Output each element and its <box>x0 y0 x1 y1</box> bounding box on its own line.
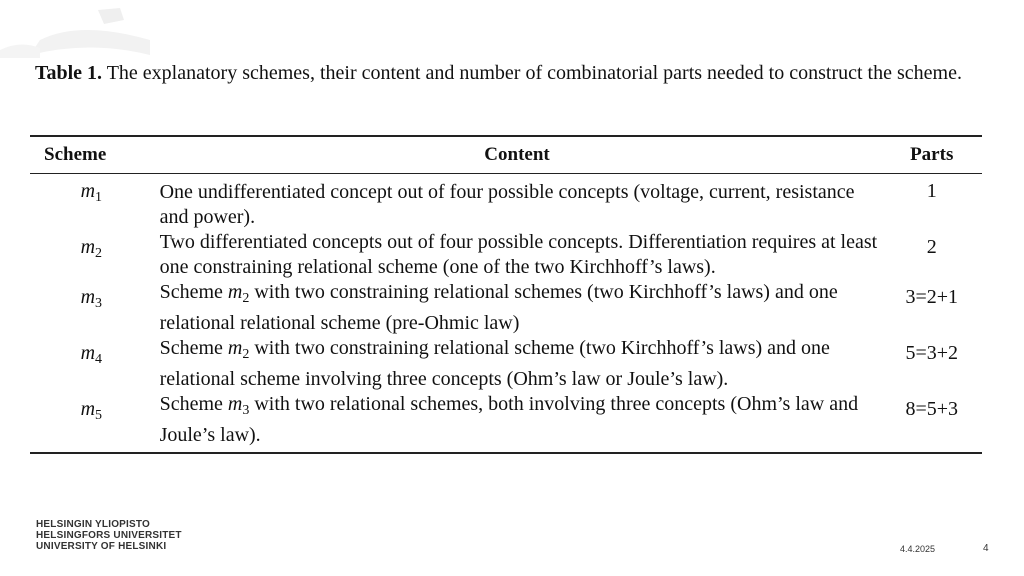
table-header-row <box>30 136 982 174</box>
header-scheme: Scheme <box>30 136 153 174</box>
scheme-reference: $m_2$ <box>227 337 250 362</box>
caption-text: The explanatory schemes, their content and number of combinatorial parts needed to construct the scheme. <box>102 62 962 84</box>
content-cell: One undifferentiated concept out of four possible concepts (voltage, current, resistance and power). <box>159 181 855 228</box>
table-caption <box>35 58 985 88</box>
table-row <box>30 280 982 336</box>
parts-cell: 8=5+3 <box>881 392 982 453</box>
parts-cell: 1 <box>926 180 937 202</box>
caption-label: Table 1. <box>35 62 103 84</box>
scheme-cell: $m_4$ <box>80 342 103 367</box>
content-cell: Two differentiated concepts out of four possible concepts. Differentiation requires at least one constraining relational scheme (one of the two Kirchhoff’s laws). <box>159 231 878 278</box>
scheme-reference: $m_3$ <box>227 393 250 418</box>
university-logo <box>36 519 182 552</box>
content-cell: Scheme $m_2$ with two constraining relational scheme (two Kirchhoff’s laws) and one relational scheme involving three concepts (Ohm’s law or Joule’s law). <box>159 337 830 390</box>
logo-line-english: UNIVERSITY OF HELSINKI <box>36 541 167 552</box>
table-row <box>30 230 982 280</box>
scheme-cell: $m_3$ <box>80 286 103 311</box>
page-number: 4 <box>983 543 989 554</box>
slide-date: 4.4.2025 <box>900 544 936 554</box>
table-row <box>30 336 982 392</box>
parts-cell: 3=2+1 <box>905 286 958 308</box>
content-cell: Scheme $m_3$ with two relational schemes, both involving three concepts (Ohm’s law and Joule’s law). <box>153 392 882 453</box>
scheme-cell: $m_1$ <box>80 180 103 205</box>
logo-line-finnish: HELSINGIN YLIOPISTO <box>36 519 151 530</box>
header-parts: Parts <box>881 136 982 174</box>
content-cell: Scheme $m_2$ with two constraining relational schemes (two Kirchhoff’s laws) and one relational relational scheme (pre-Ohmic law) <box>159 281 838 334</box>
watermark-graphic <box>0 0 160 60</box>
parts-cell: 5=3+2 <box>905 342 958 364</box>
logo-line-swedish: HELSINGFORS UNIVERSITET <box>36 530 182 541</box>
table-row <box>30 392 982 453</box>
parts-cell: 2 <box>926 236 937 258</box>
scheme-cell: $m_2$ <box>80 236 103 261</box>
table-row <box>30 174 982 231</box>
schemes-table <box>30 135 982 454</box>
scheme-cell: $m_5$ <box>30 392 153 453</box>
header-content: Content <box>153 136 882 174</box>
scheme-reference: $m_2$ <box>227 281 250 306</box>
